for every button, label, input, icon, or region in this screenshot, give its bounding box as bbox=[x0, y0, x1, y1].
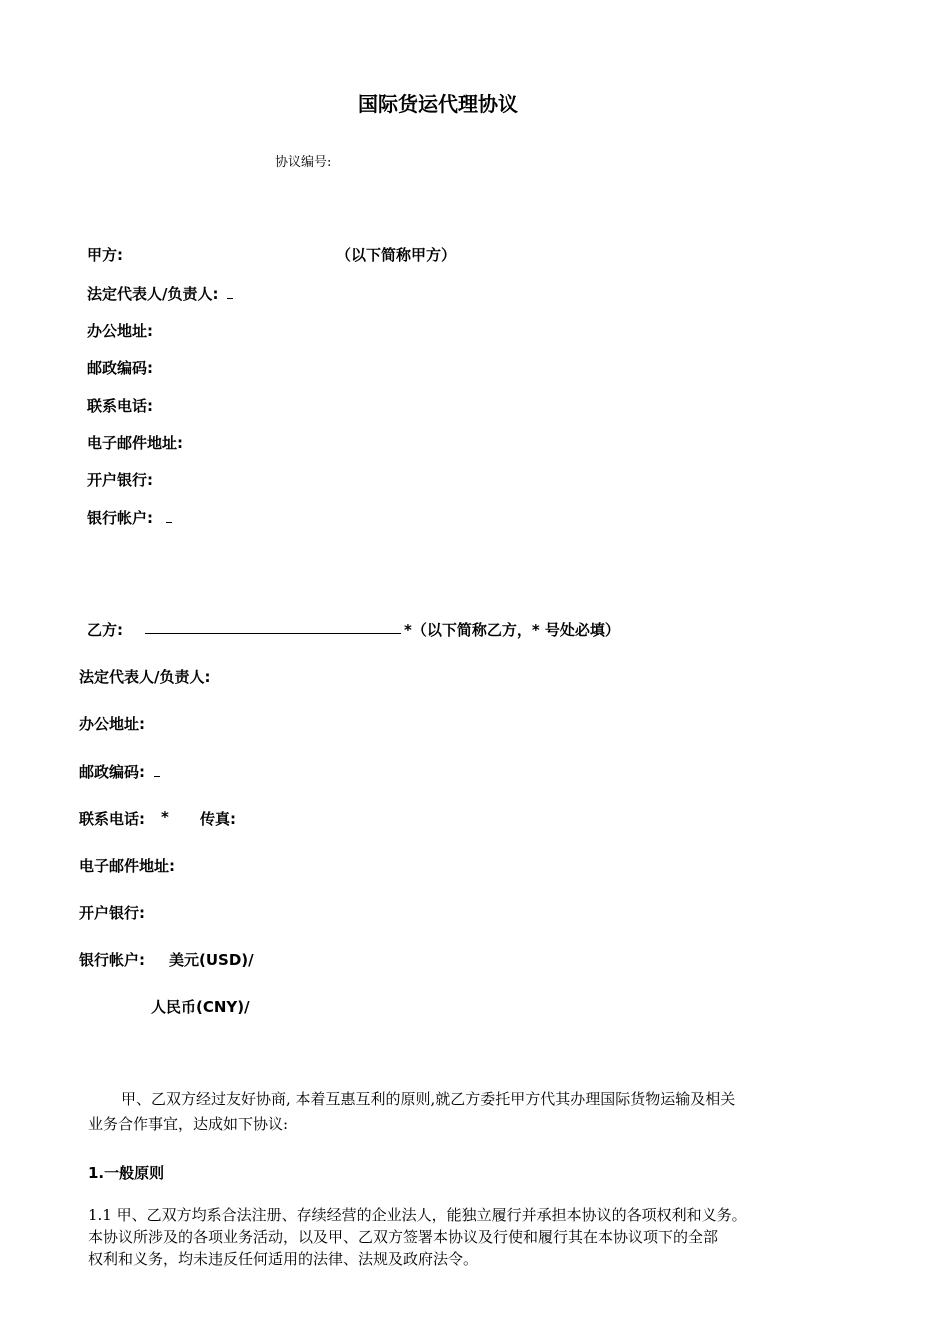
party-b-label: 乙方: bbox=[87, 621, 123, 639]
party-a-label: 甲方: bbox=[87, 246, 123, 264]
clause-1-1-line-2: 本协议所涉及的各项业务活动，以及甲、乙双方签署本协议及行使和履行其在本协议项下的全部 bbox=[88, 1228, 719, 1246]
party-a-email-label: 电子邮件地址: bbox=[87, 434, 183, 452]
party-b-alias: *（以下简称乙方，* 号处必填） bbox=[404, 621, 620, 639]
party-a-alias: （以下简称甲方） bbox=[336, 246, 457, 264]
intro-paragraph-line-2: 业务合作事宜，达成如下协议: bbox=[88, 1115, 289, 1133]
agreement-number-label: 协议编号: bbox=[275, 155, 332, 170]
party-b-name-field[interactable] bbox=[145, 617, 401, 634]
party-a-legal-rep bbox=[87, 283, 233, 304]
party-b-office-address-label: 办公地址: bbox=[79, 715, 145, 733]
party-b-fax-label: 传真: bbox=[200, 810, 236, 828]
party-a-bank-account-label: 银行帐户: bbox=[87, 509, 153, 527]
party-b-phone-required-mark: * bbox=[161, 808, 169, 826]
party-b-legal-rep-label: 法定代表人/负责人: bbox=[79, 668, 211, 686]
party-a-legal-rep-field[interactable] bbox=[227, 298, 233, 299]
section-1-heading: 1.一般原则 bbox=[88, 1164, 165, 1182]
intro-paragraph-line-1: 甲、乙双方经过友好协商, 本着互惠互利的原则,就乙方委托甲方代其办理国际货物运输及相关 bbox=[121, 1090, 736, 1108]
party-b-bank-label: 开户银行: bbox=[79, 904, 145, 922]
party-b-bank-account-label: 银行帐户: bbox=[79, 951, 145, 969]
party-a-bank-label: 开户银行: bbox=[87, 471, 153, 489]
party-b-email-label: 电子邮件地址: bbox=[79, 857, 175, 875]
party-a-office-address-label: 办公地址: bbox=[87, 322, 153, 340]
party-a-bank-account bbox=[87, 507, 172, 528]
party-b-postal-code bbox=[79, 761, 160, 782]
party-b-cny-account-label: 人民币(CNY)/ bbox=[151, 998, 250, 1016]
party-a-phone-label: 联系电话: bbox=[87, 397, 153, 415]
party-a-postal-code-label: 邮政编码: bbox=[87, 359, 153, 377]
party-a-bank-account-field[interactable] bbox=[166, 522, 172, 523]
clause-1-1-line-3: 权利和义务，均未违反任何适用的法律、法规及政府法令。 bbox=[88, 1250, 479, 1268]
party-b-postal-code-label: 邮政编码: bbox=[79, 763, 145, 781]
party-b-postal-code-field[interactable] bbox=[154, 776, 160, 777]
party-a-legal-rep-label: 法定代表人/负责人: bbox=[87, 285, 219, 303]
clause-1-1-line-1: 1.1 甲、乙双方均系合法注册、存续经营的企业法人，能独立履行并承担本协议的各项权利和义务。 bbox=[88, 1206, 747, 1224]
party-b-phone-label: 联系电话: bbox=[79, 810, 145, 828]
document-title: 国际货运代理协议 bbox=[358, 92, 518, 116]
party-b-usd-account-label: 美元(USD)/ bbox=[169, 951, 254, 969]
